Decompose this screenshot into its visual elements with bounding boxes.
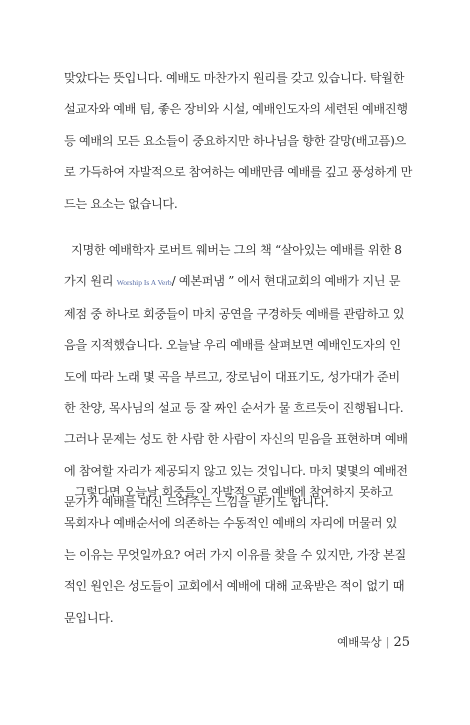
text-line: 음을 지적했습니다. 오늘날 우리 예배를 살펴보면 예배인도자의 인 — [64, 338, 401, 353]
text-line: 문가가 예배를 대신 드려주는 느낌을 받기도 합니다. — [64, 495, 329, 510]
running-title: 예배묵상 — [337, 635, 382, 649]
text-line: 지명한 예배학자 로버트 웨버는 그의 책 “살아있는 예배를 위한 8 — [64, 243, 402, 257]
text-line: 설교자와 예배 팀, 좋은 장비와 시설, 예배인도자의 세련된 예배진행 — [64, 102, 408, 117]
text-segment: / 예본퍼냄 ” 에서 현대교회의 예배가 지닌 문 — [171, 274, 401, 289]
text-line: 그렇다면 오늘날 회중들이 자발적으로 예배에 참여하지 못하고 — [64, 485, 393, 499]
text-line: 는 이유는 무엇일까요? 여러 가지 이유를 찾을 수 있지만, 가장 본질 — [64, 547, 406, 562]
paragraph-3 — [64, 477, 408, 634]
text-line: 적인 원인은 성도들이 교회에서 예배에 대해 교육받은 적이 없기 때 — [64, 579, 405, 594]
text-segment: 가지 원리 — [64, 274, 117, 289]
english-book-title: Worship Is A Verb — [116, 278, 172, 288]
text-line: 목회자나 예배순서에 의존하는 수동적인 예배의 자리에 머물러 있 — [64, 516, 398, 531]
text-line: 에 참여할 자리가 제공되지 않고 있는 것입니다. 마치 몇몇의 예배전 — [64, 463, 408, 478]
page-footer — [337, 634, 410, 650]
text-line — [64, 266, 408, 298]
text-line: 그러나 문제는 성도 한 사람 한 사람이 자신의 믿음을 표현하며 예배 — [64, 432, 408, 447]
paragraph-1 — [64, 63, 413, 220]
text-line: 맞았다는 뜻입니다. 예배도 마찬가지 원리를 갖고 있습니다. 탁월한 — [64, 71, 405, 85]
text-line: 제점 중 하나로 회중들이 마치 공연을 구경하듯 예배를 관람하고 있 — [64, 306, 405, 321]
footer-separator: | — [385, 635, 390, 649]
text-line: 문입니다. — [64, 610, 114, 625]
text-line: 드는 요소는 없습니다. — [64, 196, 178, 211]
text-line: 도에 따라 노래 몇 곡을 부르고, 장로님이 대표기도, 성가대가 준비 — [64, 369, 400, 384]
text-line: 로 가득하여 자발적으로 참여하는 예배만큼 예배를 깊고 풍성하게 만 — [64, 165, 413, 180]
page-number: 25 — [393, 635, 410, 650]
text-line: 등 예배의 모든 요소들이 중요하지만 하나님을 향한 갈망(배고픔)으 — [64, 133, 406, 148]
text-line: 한 찬양, 목사님의 설교 등 잘 짜인 순서가 물 흐르듯이 진행됩니다. — [64, 401, 404, 416]
